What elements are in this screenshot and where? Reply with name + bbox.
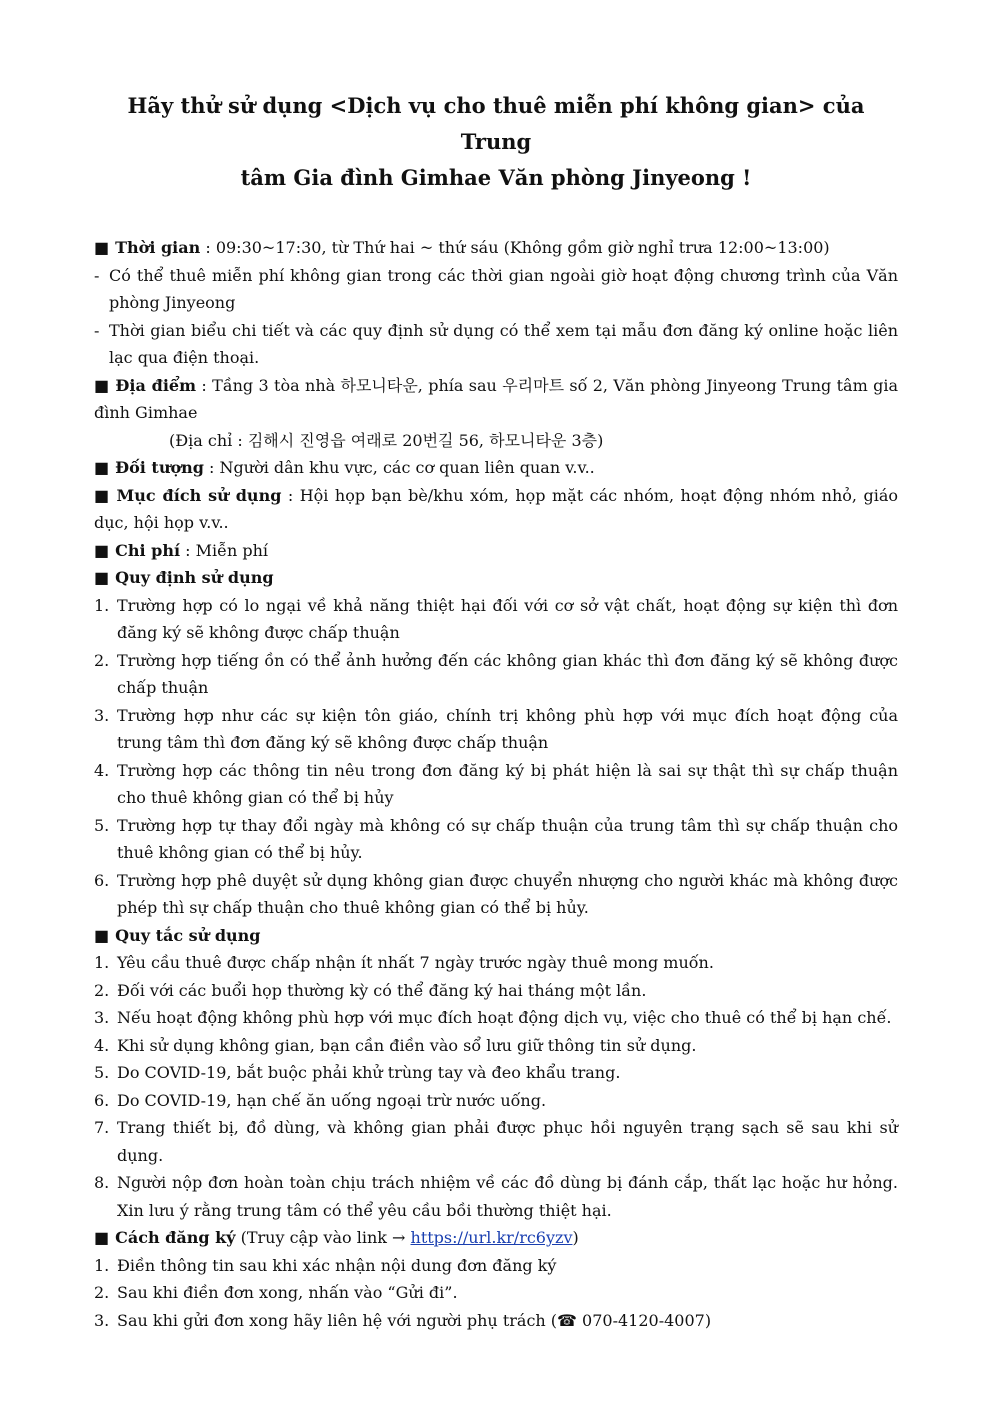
- cost-value: : Miễn phí: [180, 540, 269, 560]
- list-number: 5.: [94, 1063, 110, 1082]
- list-number: 2.: [94, 650, 110, 670]
- list-text: Trường hợp tiếng ồn có thể ảnh hưởng đến các không gian khác thì đơn đăng ký sẽ không được chấp thuận: [117, 650, 898, 697]
- bullet-square-icon: ■: [94, 485, 111, 505]
- title-line-1: Hãy thử sử dụng <Dịch vụ cho thuê miễn phí không gian> của Trung: [127, 93, 865, 154]
- rules-label: Quy tắc sử dụng: [115, 925, 261, 945]
- purpose-label: Mục đích sử dụng: [116, 485, 282, 505]
- time-note-1: [94, 262, 898, 317]
- section-location: [94, 372, 898, 427]
- bullet-square-icon: ■: [94, 238, 110, 257]
- list-text: Sau khi điền đơn xong, nhấn vào “Gửi đi”.: [117, 1283, 458, 1302]
- register-link[interactable]: https://url.kr/rc6yzv: [410, 1228, 573, 1247]
- section-rules: [94, 922, 898, 950]
- list-number: 3.: [94, 1008, 110, 1027]
- register-steps: [94, 1252, 898, 1335]
- list-text: Trường hợp các thông tin nêu trong đơn đăng ký bị phát hiện là sai sự thật thì sự chấp thuận cho thuê không gian có thể bị hủy: [117, 760, 898, 807]
- list-text: Khi sử dụng không gian, bạn cần điền vào sổ lưu giữ thông tin sử dụng.: [117, 1035, 697, 1055]
- list-number: 2.: [94, 1283, 110, 1302]
- list-item: [94, 867, 898, 922]
- list-item: [94, 949, 898, 977]
- list-number: 4.: [94, 1035, 110, 1055]
- list-item: [94, 1087, 898, 1115]
- list-number: 3.: [94, 1310, 110, 1330]
- target-value: : Người dân khu vực, các cơ quan liên quan v.v..: [203, 458, 595, 477]
- section-target: [94, 454, 898, 482]
- location-label: Địa điểm: [115, 375, 197, 395]
- list-number: 1.: [94, 595, 110, 615]
- section-register: [94, 1224, 898, 1252]
- time-label: Thời gian: [115, 238, 201, 257]
- list-item: [94, 1252, 898, 1280]
- title-line-2: tâm Gia đình Gimhae Văn phòng Jinyeong !: [240, 165, 752, 190]
- list-item: [94, 1032, 898, 1060]
- location-value: : Tầng 3 tòa nhà 하모니타운, phía sau 우리마트 số 2, Văn phòng Jinyeong Trung tâm gia đình Gimhae: [94, 375, 898, 422]
- purpose-value: : Hội họp bạn bè/khu xóm, họp mặt các nhóm, hoạt động nhóm nhỏ, giáo dục, hội họp v.v..: [94, 485, 899, 532]
- register-prefix: (Truy cập vào link →: [235, 1228, 411, 1247]
- list-text: Nếu hoạt động không phù hợp với mục đích hoạt động dịch vụ, việc cho thuê có thể bị hạn chế.: [117, 1008, 892, 1027]
- time-value: : 09:30~17:30, từ Thứ hai ~ thứ sáu (Không gồm giờ nghỉ trưa 12:00~13:00): [200, 238, 830, 257]
- list-text: Trường hợp tự thay đổi ngày mà không có sự chấp thuận của trung tâm thì sự chấp thuận cho thuê không gian có thể bị hủy.: [117, 815, 898, 862]
- location-address: (Địa chỉ : 김해시 진영읍 여래로 20번길 56, 하모니타운 3층): [169, 430, 604, 450]
- list-number: 6.: [94, 1090, 110, 1110]
- bullet-square-icon: ■: [94, 540, 110, 560]
- bullet-square-icon: ■: [94, 568, 110, 587]
- list-item: [94, 1114, 898, 1169]
- list-text: Trường hợp có lo ngại về khả năng thiệt hại đối với cơ sở vật chất, hoạt động sự kiện thì đơn đăng ký sẽ không được chấp thuận: [117, 595, 898, 642]
- list-text: Do COVID-19, hạn chế ăn uống ngoại trừ nước uống.: [117, 1090, 547, 1110]
- bullet-square-icon: ■: [94, 375, 110, 395]
- section-regulations: [94, 564, 898, 592]
- list-text: Do COVID-19, bắt buộc phải khử trùng tay và đeo khẩu trang.: [117, 1063, 621, 1082]
- document-body: [94, 234, 898, 1334]
- cost-label: Chi phí: [115, 540, 181, 560]
- list-item: [94, 647, 898, 702]
- dash-marker: -: [94, 265, 100, 285]
- list-item: [94, 757, 898, 812]
- time-note-2: [94, 317, 898, 372]
- list-item: [94, 1279, 898, 1307]
- dash-marker: -: [94, 320, 100, 340]
- list-number: 1.: [94, 1255, 110, 1275]
- list-number: 7.: [94, 1118, 110, 1137]
- regulations-label: Quy định sử dụng: [115, 568, 274, 587]
- list-item: [94, 1169, 898, 1224]
- list-item: [94, 1307, 898, 1335]
- list-item: [94, 812, 898, 867]
- list-text: Trường hợp như các sự kiện tôn giáo, chính trị không phù hợp với mục đích hoạt động của trung tâm thì đơn đăng ký sẽ không được chấp thuận: [117, 705, 898, 752]
- list-item: [94, 702, 898, 757]
- list-text: Trang thiết bị, đồ dùng, và không gian phải được phục hồi nguyên trạng sạch sẽ sau khi sử dụng.: [117, 1118, 898, 1165]
- list-text: Trường hợp phê duyệt sử dụng không gian được chuyển nhượng cho người khác mà không được phép thì sự chấp thuận cho thuê không gian có thể bị hủy.: [117, 870, 898, 917]
- list-number: 3.: [94, 705, 110, 725]
- register-suffix: ): [572, 1228, 579, 1247]
- section-purpose: [94, 482, 898, 537]
- bullet-square-icon: ■: [94, 458, 110, 477]
- list-item: [94, 1059, 898, 1087]
- section-cost: [94, 537, 898, 565]
- list-number: 2.: [94, 980, 110, 1000]
- list-text: Người nộp đơn hoàn toàn chịu trách nhiệm về các đồ dùng bị đánh cắp, thất lạc hoặc hư hỏng. Xin lưu ý rằng trung tâm có thể yêu cầu bồi thường thiệt hại.: [117, 1173, 898, 1220]
- time-note-text: Có thể thuê miễn phí không gian trong các thời gian ngoài giờ hoạt động chương trình của Văn phòng Jinyeong: [109, 265, 898, 312]
- bullet-square-icon: ■: [94, 925, 110, 945]
- list-item: [94, 1004, 898, 1032]
- list-number: 5.: [94, 815, 110, 835]
- list-text: Đối với các buổi họp thường kỳ có thể đăng ký hai tháng một lần.: [117, 980, 647, 1000]
- target-label: Đối tượng: [115, 458, 204, 477]
- regulations-list: [94, 592, 898, 922]
- register-label: Cách đăng ký: [115, 1228, 236, 1247]
- list-text: Sau khi gửi đơn xong hãy liên hệ với người phụ trách (☎ 070-4120-4007): [117, 1310, 712, 1330]
- list-item: [94, 977, 898, 1005]
- list-text: Yêu cầu thuê được chấp nhận ít nhất 7 ngày trước ngày thuê mong muốn.: [117, 953, 714, 972]
- time-note-text: Thời gian biểu chi tiết và các quy định sử dụng có thể xem tại mẫu đơn đăng ký online hoặc liên lạc qua điện thoại.: [109, 320, 898, 367]
- list-number: 8.: [94, 1173, 110, 1192]
- page-title: [94, 88, 898, 196]
- section-time: [94, 234, 898, 262]
- list-number: 1.: [94, 953, 110, 972]
- rules-list: [94, 949, 898, 1224]
- list-number: 6.: [94, 870, 110, 890]
- list-text: Điền thông tin sau khi xác nhận nội dung đơn đăng ký: [117, 1255, 557, 1275]
- list-item: [94, 592, 898, 647]
- document-page: [94, 88, 898, 1334]
- bullet-square-icon: ■: [94, 1228, 110, 1247]
- list-number: 4.: [94, 760, 110, 780]
